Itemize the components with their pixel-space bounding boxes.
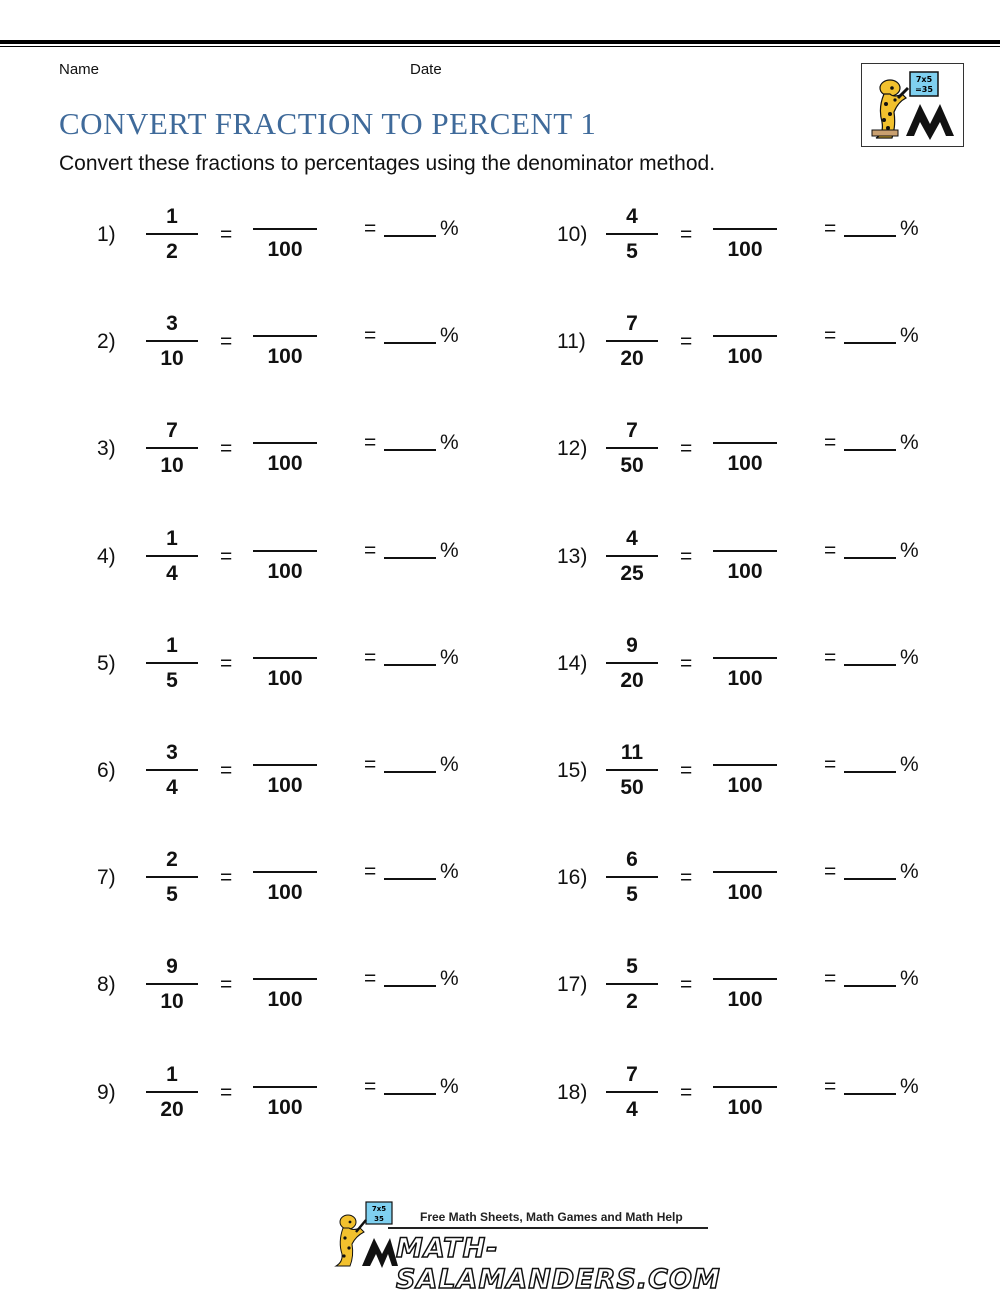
denominator: 20: [620, 347, 644, 370]
hundred-denominator: 100: [267, 774, 303, 797]
percent-sign: %: [440, 539, 459, 562]
fraction: [146, 633, 198, 694]
percent-sign: %: [440, 967, 459, 990]
percent-blank[interactable]: [384, 449, 436, 451]
problem-number: 2): [97, 330, 116, 353]
numerator-blank[interactable]: [713, 1062, 777, 1088]
hundred-denominator: 100: [267, 988, 303, 1011]
percent-blank[interactable]: [844, 557, 896, 559]
denominator: 10: [160, 454, 184, 477]
equivalent-fraction: [253, 633, 317, 692]
footer-tagline: Free Math Sheets, Math Games and Math Help: [420, 1210, 683, 1224]
percent-sign: %: [440, 431, 459, 454]
footer-brand: MATH-SALAMANDERS.COM: [396, 1233, 721, 1295]
fraction: [146, 526, 198, 587]
equals-sign: =: [680, 545, 693, 568]
fraction: [606, 740, 658, 801]
problem-item: [557, 736, 927, 806]
equivalent-fraction: [253, 311, 317, 370]
equals-sign: =: [680, 1081, 693, 1104]
fraction-bar: [606, 876, 658, 878]
numerator-blank[interactable]: [253, 633, 317, 659]
problem-item: [557, 1058, 927, 1128]
fraction-bar: [146, 876, 198, 878]
percent-blank[interactable]: [384, 878, 436, 880]
equivalent-fraction: [253, 418, 317, 477]
top-rule: [0, 40, 1000, 44]
equals-sign: =: [364, 431, 377, 454]
numerator-blank[interactable]: [253, 204, 317, 230]
denominator: 2: [166, 240, 178, 263]
problem-number: 3): [97, 437, 116, 460]
footer-sign-bottom: 35: [374, 1215, 384, 1223]
hundred-denominator: 100: [267, 238, 303, 261]
problem-item: [97, 1058, 467, 1128]
hundred-denominator: 100: [727, 452, 763, 475]
equals-sign: =: [364, 217, 377, 240]
footer-logo: [328, 1200, 721, 1295]
numerator: 1: [166, 1063, 178, 1086]
instructions: Convert these fractions to percentages using the denominator method.: [59, 152, 716, 175]
problem-item: [97, 843, 467, 913]
percent-sign: %: [900, 753, 919, 776]
name-label: Name: [59, 61, 100, 78]
percent-sign: %: [900, 967, 919, 990]
numerator: 7: [626, 419, 638, 442]
equals-sign: =: [364, 753, 377, 776]
fraction-bar: [146, 1091, 198, 1093]
numerator: 11: [620, 741, 644, 764]
equals-sign: =: [680, 759, 693, 782]
problem-number: 10): [557, 223, 588, 246]
hundred-denominator: 100: [727, 667, 763, 690]
percent-sign: %: [900, 646, 919, 669]
problem-item: [557, 629, 927, 699]
equivalent-fraction: [713, 311, 777, 370]
percent-sign: %: [900, 431, 919, 454]
equals-sign: =: [824, 967, 837, 990]
equals-sign: =: [220, 973, 233, 996]
problem-number: 9): [97, 1081, 116, 1104]
equals-sign: =: [824, 646, 837, 669]
footer-rule: [388, 1227, 708, 1229]
equivalent-fraction: [253, 1062, 317, 1121]
hundred-denominator: 100: [267, 452, 303, 475]
fraction-bar: [606, 1091, 658, 1093]
equals-sign: =: [824, 217, 837, 240]
numerator-blank[interactable]: [713, 633, 777, 659]
fraction-bar: [146, 233, 198, 235]
fraction: [606, 633, 658, 694]
fraction: [606, 1062, 658, 1123]
equivalent-fraction: [253, 954, 317, 1013]
fraction-bar: [146, 769, 198, 771]
fraction: [606, 847, 658, 908]
denominator: 4: [166, 776, 178, 799]
fraction-bar: [146, 447, 198, 449]
denominator: 5: [626, 883, 638, 906]
equals-sign: =: [220, 652, 233, 675]
percent-blank[interactable]: [384, 985, 436, 987]
fraction: [146, 204, 198, 265]
numerator: 2: [166, 848, 178, 871]
problem-item: [97, 950, 467, 1020]
percent-blank[interactable]: [384, 342, 436, 344]
numerator: 7: [626, 1063, 638, 1086]
numerator-blank[interactable]: [713, 204, 777, 230]
equals-sign: =: [824, 860, 837, 883]
problem-item: [557, 522, 927, 592]
numerator-blank[interactable]: [713, 847, 777, 873]
numerator: 1: [166, 634, 178, 657]
equals-sign: =: [364, 967, 377, 990]
equals-sign: =: [824, 539, 837, 562]
equals-sign: =: [220, 330, 233, 353]
page-title: CONVERT FRACTION TO PERCENT 1: [59, 106, 597, 141]
fraction: [146, 740, 198, 801]
percent-blank[interactable]: [844, 449, 896, 451]
percent-sign: %: [440, 1075, 459, 1098]
numerator: 1: [166, 205, 178, 228]
hundred-denominator: 100: [727, 238, 763, 261]
equals-sign: =: [220, 437, 233, 460]
equals-sign: =: [364, 860, 377, 883]
denominator: 50: [620, 776, 644, 799]
percent-blank[interactable]: [384, 664, 436, 666]
percent-blank[interactable]: [844, 771, 896, 773]
problem-item: [557, 843, 927, 913]
equals-sign: =: [680, 652, 693, 675]
fraction-bar: [606, 233, 658, 235]
numerator: 4: [626, 205, 638, 228]
percent-blank[interactable]: [384, 235, 436, 237]
percent-sign: %: [440, 217, 459, 240]
numerator: 9: [166, 955, 178, 978]
equals-sign: =: [364, 324, 377, 347]
denominator: 5: [166, 883, 178, 906]
denominator: 4: [166, 562, 178, 585]
denominator: 25: [620, 562, 644, 585]
hundred-denominator: 100: [267, 667, 303, 690]
numerator: 5: [626, 955, 638, 978]
fraction: [606, 954, 658, 1015]
fraction-bar: [606, 662, 658, 664]
numerator-blank[interactable]: [713, 418, 777, 444]
percent-blank[interactable]: [844, 664, 896, 666]
problem-number: 16): [557, 866, 588, 889]
problem-item: [97, 414, 467, 484]
fraction: [146, 418, 198, 479]
numerator-blank[interactable]: [253, 740, 317, 766]
hundred-denominator: 100: [267, 881, 303, 904]
fraction: [606, 204, 658, 265]
equals-sign: =: [824, 324, 837, 347]
percent-sign: %: [440, 646, 459, 669]
problem-number: 7): [97, 866, 116, 889]
percent-sign: %: [440, 753, 459, 776]
numerator-blank[interactable]: [253, 1062, 317, 1088]
equals-sign: =: [220, 223, 233, 246]
percent-blank[interactable]: [844, 235, 896, 237]
numerator-blank[interactable]: [253, 847, 317, 873]
equals-sign: =: [824, 431, 837, 454]
problem-item: [557, 950, 927, 1020]
equivalent-fraction: [253, 526, 317, 585]
equals-sign: =: [680, 437, 693, 460]
problem-number: 13): [557, 545, 588, 568]
problem-item: [557, 414, 927, 484]
numerator-blank[interactable]: [713, 311, 777, 337]
problem-item: [97, 200, 467, 270]
problem-item: [97, 522, 467, 592]
equivalent-fraction: [713, 633, 777, 692]
equals-sign: =: [364, 539, 377, 562]
hundred-denominator: 100: [267, 560, 303, 583]
problem-number: 1): [97, 223, 116, 246]
numerator: 9: [626, 634, 638, 657]
logo-sign-bottom: =35: [915, 85, 933, 94]
equals-sign: =: [220, 1081, 233, 1104]
equivalent-fraction: [253, 204, 317, 263]
equals-sign: =: [824, 753, 837, 776]
hundred-denominator: 100: [727, 345, 763, 368]
equals-sign: =: [680, 866, 693, 889]
percent-blank[interactable]: [384, 1093, 436, 1095]
problem-item: [97, 307, 467, 377]
fraction: [146, 954, 198, 1015]
equivalent-fraction: [713, 418, 777, 477]
numerator: 7: [166, 419, 178, 442]
denominator: 2: [626, 990, 638, 1013]
denominator: 4: [626, 1098, 638, 1121]
equals-sign: =: [220, 866, 233, 889]
problem-number: 14): [557, 652, 588, 675]
percent-sign: %: [440, 860, 459, 883]
fraction-bar: [146, 340, 198, 342]
top-rule-thin: [0, 46, 1000, 47]
equals-sign: =: [364, 646, 377, 669]
salamander-logo: [861, 63, 964, 147]
problem-number: 18): [557, 1081, 588, 1104]
problem-number: 8): [97, 973, 116, 996]
denominator: 5: [166, 669, 178, 692]
equals-sign: =: [220, 759, 233, 782]
problem-number: 17): [557, 973, 588, 996]
percent-blank[interactable]: [844, 1093, 896, 1095]
percent-sign: %: [900, 324, 919, 347]
footer-sign-top: 7x5: [371, 1205, 387, 1213]
numerator-blank[interactable]: [253, 526, 317, 552]
equals-sign: =: [680, 223, 693, 246]
equivalent-fraction: [253, 740, 317, 799]
fraction-bar: [146, 555, 198, 557]
numerator-blank[interactable]: [253, 954, 317, 980]
percent-sign: %: [440, 324, 459, 347]
percent-sign: %: [900, 860, 919, 883]
problem-item: [97, 736, 467, 806]
hundred-denominator: 100: [727, 881, 763, 904]
fraction-bar: [146, 662, 198, 664]
equals-sign: =: [220, 545, 233, 568]
numerator-blank[interactable]: [253, 311, 317, 337]
fraction-bar: [146, 983, 198, 985]
problem-number: 6): [97, 759, 116, 782]
footer-salamander-icon: [328, 1200, 398, 1270]
numerator-blank[interactable]: [253, 418, 317, 444]
problem-number: 4): [97, 545, 116, 568]
percent-blank[interactable]: [844, 342, 896, 344]
equals-sign: =: [680, 330, 693, 353]
fraction: [606, 526, 658, 587]
fraction-bar: [606, 769, 658, 771]
fraction-bar: [606, 983, 658, 985]
percent-blank[interactable]: [384, 771, 436, 773]
equivalent-fraction: [713, 847, 777, 906]
hundred-denominator: 100: [727, 988, 763, 1011]
equivalent-fraction: [253, 847, 317, 906]
equivalent-fraction: [713, 526, 777, 585]
problem-item: [557, 200, 927, 270]
hundred-denominator: 100: [267, 345, 303, 368]
fraction: [606, 418, 658, 479]
fraction: [146, 311, 198, 372]
equivalent-fraction: [713, 1062, 777, 1121]
hundred-denominator: 100: [727, 1096, 763, 1119]
numerator: 3: [166, 312, 178, 335]
problem-item: [97, 629, 467, 699]
hundred-denominator: 100: [727, 774, 763, 797]
numerator: 3: [166, 741, 178, 764]
percent-blank[interactable]: [844, 878, 896, 880]
denominator: 20: [160, 1098, 184, 1121]
numerator: 1: [166, 527, 178, 550]
logo-sign-top: 7x5: [915, 75, 933, 84]
equals-sign: =: [364, 1075, 377, 1098]
percent-sign: %: [900, 217, 919, 240]
equivalent-fraction: [713, 204, 777, 263]
fraction-bar: [606, 340, 658, 342]
numerator: 7: [626, 312, 638, 335]
fraction: [146, 1062, 198, 1123]
numerator-blank[interactable]: [713, 954, 777, 980]
fraction: [146, 847, 198, 908]
denominator: 10: [160, 990, 184, 1013]
hundred-denominator: 100: [727, 560, 763, 583]
equivalent-fraction: [713, 740, 777, 799]
salamander-logo-icon: [862, 64, 963, 146]
numerator: 6: [626, 848, 638, 871]
denominator: 5: [626, 240, 638, 263]
problem-item: [557, 307, 927, 377]
fraction: [606, 311, 658, 372]
problem-number: 15): [557, 759, 588, 782]
problem-number: 5): [97, 652, 116, 675]
percent-sign: %: [900, 539, 919, 562]
fraction-bar: [606, 555, 658, 557]
problem-number: 11): [557, 330, 586, 353]
equals-sign: =: [680, 973, 693, 996]
numerator: 4: [626, 527, 638, 550]
numerator-blank[interactable]: [713, 526, 777, 552]
denominator: 10: [160, 347, 184, 370]
denominator: 50: [620, 454, 644, 477]
equivalent-fraction: [713, 954, 777, 1013]
percent-blank[interactable]: [844, 985, 896, 987]
fraction-bar: [606, 447, 658, 449]
problem-number: 12): [557, 437, 588, 460]
percent-sign: %: [900, 1075, 919, 1098]
numerator-blank[interactable]: [713, 740, 777, 766]
equals-sign: =: [824, 1075, 837, 1098]
hundred-denominator: 100: [267, 1096, 303, 1119]
percent-blank[interactable]: [384, 557, 436, 559]
denominator: 20: [620, 669, 644, 692]
date-label: Date: [410, 61, 442, 78]
